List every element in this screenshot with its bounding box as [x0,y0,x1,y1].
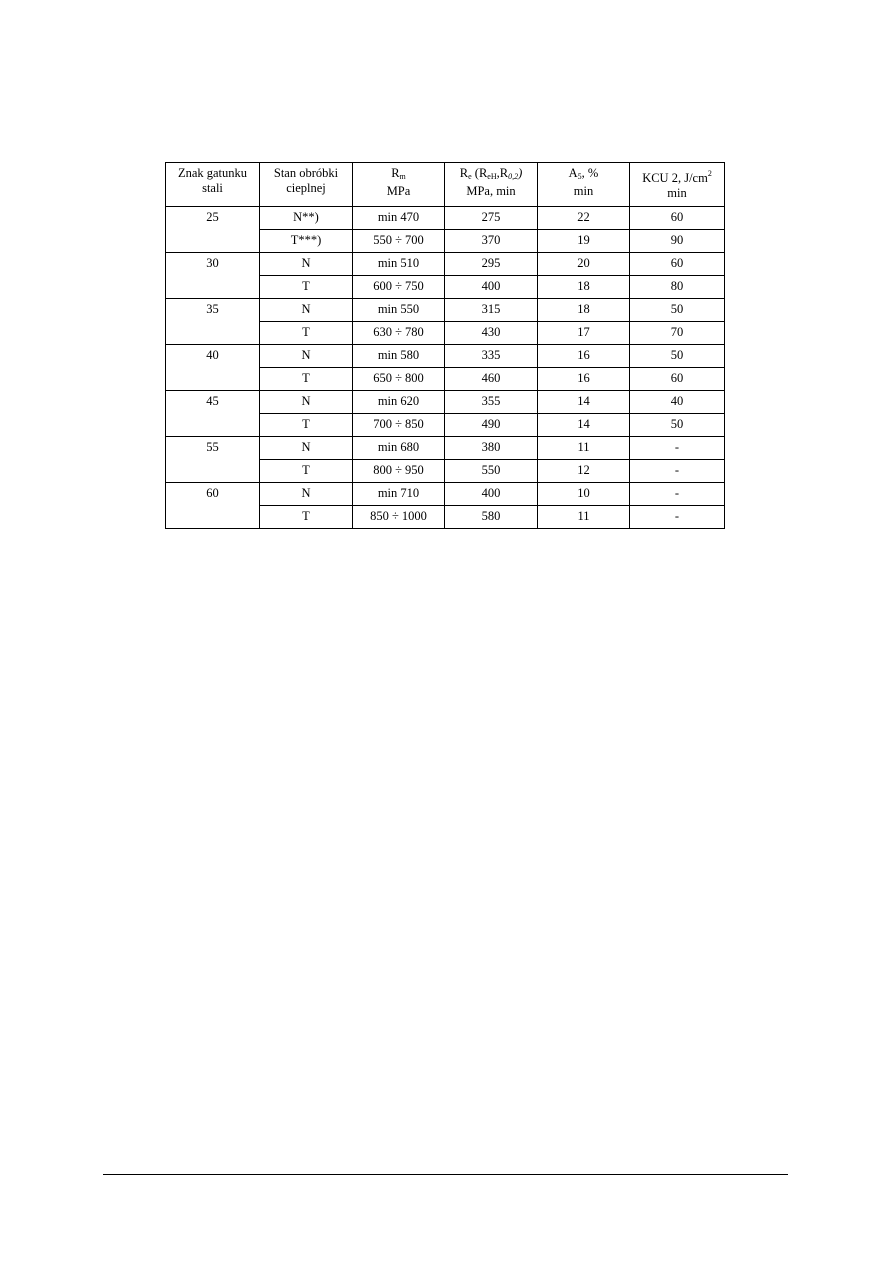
re-cell: 315 [445,299,538,322]
treatment-cell: N**) [260,207,353,230]
re-cell: 275 [445,207,538,230]
kcu-cell: 50 [630,414,725,437]
a5-cell: 22 [538,207,630,230]
rm-cell: 650 ÷ 800 [353,368,445,391]
grade-cell: 30 [166,253,260,299]
rm-cell: min 470 [353,207,445,230]
treatment-cell: T***) [260,230,353,253]
re-cell: 580 [445,506,538,529]
table-row [166,299,725,322]
rm-cell: 850 ÷ 1000 [353,506,445,529]
rm-cell: min 620 [353,391,445,414]
re-cell: 380 [445,437,538,460]
rm-cell: min 510 [353,253,445,276]
header-re: $R_e$ $(R_{eH},R_{0,2})$ MPa, min [445,163,538,207]
a5-cell: 19 [538,230,630,253]
a5-cell: 18 [538,276,630,299]
grade-cell: 40 [166,345,260,391]
grade-cell: 25 [166,207,260,253]
rm-cell: 630 ÷ 780 [353,322,445,345]
rm-cell: 550 ÷ 700 [353,230,445,253]
kcu-cell: 90 [630,230,725,253]
table-row [166,253,725,276]
grade-cell: 45 [166,391,260,437]
treatment-cell: T [260,368,353,391]
kcu-cell: 50 [630,299,725,322]
treatment-cell: N [260,437,353,460]
treatment-cell: N [260,345,353,368]
rm-cell: min 680 [353,437,445,460]
treatment-cell: T [260,414,353,437]
treatment-cell: T [260,506,353,529]
rm-cell: 700 ÷ 850 [353,414,445,437]
header-treatment: Stan obróbki cieplnej [260,163,353,207]
kcu-cell: - [630,460,725,483]
a5-cell: 11 [538,506,630,529]
a5-cell: 20 [538,253,630,276]
re-cell: 400 [445,276,538,299]
a5-cell: 18 [538,299,630,322]
grade-cell: 55 [166,437,260,483]
kcu-cell: - [630,437,725,460]
treatment-cell: N [260,391,353,414]
rm-cell: 600 ÷ 750 [353,276,445,299]
a5-cell: 16 [538,345,630,368]
kcu-cell: 60 [630,368,725,391]
re-cell: 430 [445,322,538,345]
treatment-cell: T [260,322,353,345]
treatment-cell: N [260,299,353,322]
kcu-cell: 80 [630,276,725,299]
re-cell: 355 [445,391,538,414]
kcu-cell: - [630,483,725,506]
treatment-cell: N [260,253,353,276]
a5-cell: 10 [538,483,630,506]
steel-properties-table [165,162,725,529]
a5-cell: 16 [538,368,630,391]
re-cell: 460 [445,368,538,391]
header-kcu: KCU 2, $J/cm^2$ min [630,163,725,207]
treatment-cell: T [260,460,353,483]
a5-cell: 11 [538,437,630,460]
grade-cell: 35 [166,299,260,345]
kcu-cell: 60 [630,207,725,230]
kcu-cell: 50 [630,345,725,368]
rm-cell: 800 ÷ 950 [353,460,445,483]
treatment-cell: N [260,483,353,506]
header-grade: Znak gatunku stali [166,163,260,207]
a5-cell: 14 [538,391,630,414]
rm-cell: min 550 [353,299,445,322]
table-row [166,345,725,368]
header-rm: $R_m$ MPa [353,163,445,207]
a5-cell: 14 [538,414,630,437]
a5-cell: 17 [538,322,630,345]
header-a5: $A_5$, % min [538,163,630,207]
kcu-cell: 40 [630,391,725,414]
rm-cell: min 580 [353,345,445,368]
table-row [166,391,725,414]
footer-divider [103,1174,788,1175]
table-row [166,207,725,230]
a5-cell: 12 [538,460,630,483]
grade-cell: 60 [166,483,260,529]
re-cell: 370 [445,230,538,253]
kcu-cell: 70 [630,322,725,345]
treatment-cell: T [260,276,353,299]
re-cell: 295 [445,253,538,276]
table-row [166,437,725,460]
kcu-cell: - [630,506,725,529]
re-cell: 550 [445,460,538,483]
table-header-row [166,163,725,207]
re-cell: 335 [445,345,538,368]
re-cell: 400 [445,483,538,506]
re-cell: 490 [445,414,538,437]
rm-cell: min 710 [353,483,445,506]
table-row [166,483,725,506]
kcu-cell: 60 [630,253,725,276]
